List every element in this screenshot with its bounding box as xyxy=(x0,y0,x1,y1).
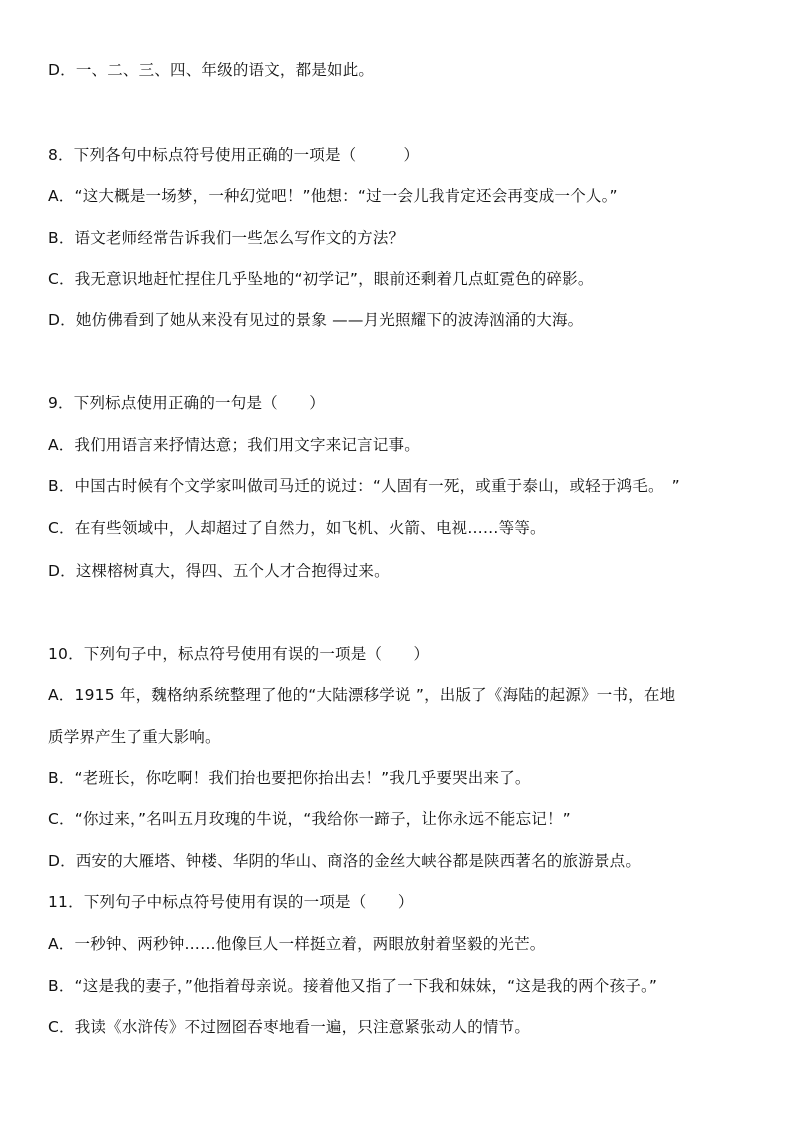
question-9-stem: 9．下列标点使用正确的一句是（ ） xyxy=(48,394,325,412)
option-8b: B．语文老师经常告诉我们一些怎么写作文的方法？ xyxy=(48,229,405,247)
option-9a: A．我们用语言来抒情达意；我们用文字来记言记事。 xyxy=(48,436,420,454)
question-8-stem: 8．下列各句中标点符号使用正确的一项是（ ） xyxy=(48,146,420,164)
option-11c: C．我读《水浒传》不过囫囵吞枣地看一遍，只注意紧张动人的情节。 xyxy=(48,1018,531,1036)
option-10d: D．西安的大雁塔、钟楼、华阴的华山、商洛的金丝大峡谷都是陕西著名的旅游景点。 xyxy=(48,852,642,870)
option-8d: D．她仿佛看到了她从来没有见过的景象 ——月光照耀下的波涛汹涌的大海。 xyxy=(48,311,584,329)
option-9c: C．在有些领域中，人却超过了自然力，如飞机、火箭、电视……等等。 xyxy=(48,519,546,537)
option-10c: C．“你过来，”名叫五月玫瑰的牛说，“我给你一蹄子，让你永远不能忘记！” xyxy=(48,810,571,828)
option-9b: B．中国古时候有个文学家叫做司马迁的说过：“人固有一死，或重于泰山，或轻于鸿毛。 ” xyxy=(48,477,680,495)
question-10-stem: 10．下列句子中，标点符号使用有误的一项是（ ） xyxy=(48,645,430,663)
option-8c: C．我无意识地赶忙捏住几乎坠地的“初学记”，眼前还剩着几点虹霓色的碎影。 xyxy=(48,270,594,288)
option-9d: D．这棵榕树真大，得四、五个人才合抱得过来。 xyxy=(48,562,390,580)
option-10a: A．1915 年，魏格纳系统整理了他的“大陆漂移学说 ”，出版了《海陆的起源》一书，在地 xyxy=(48,686,676,704)
line-q7-d: D．一、二、三、四、年级的语文，都是如此。 xyxy=(48,61,375,79)
option-11a: A．一秒钟、两秒钟……他像巨人一样挺立着，两眼放射着坚毅的光芒。 xyxy=(48,935,546,953)
option-8a: A．“这大概是一场梦，一种幻觉吧！”他想：“过一会儿我肯定还会再变成一个人。” xyxy=(48,187,618,205)
option-11b: B．“这是我的妻子，”他指着母亲说。接着他又指了一下我和妹妹，“这是我的两个孩子。” xyxy=(48,977,658,995)
question-11-stem: 11．下列句子中标点符号使用有误的一项是（ ） xyxy=(48,893,414,911)
option-10a-cont: 质学界产生了重大影响。 xyxy=(48,728,221,746)
option-10b: B．“老班长，你吃啊！我们抬也要把你抬出去！”我几乎要哭出来了。 xyxy=(48,769,531,787)
